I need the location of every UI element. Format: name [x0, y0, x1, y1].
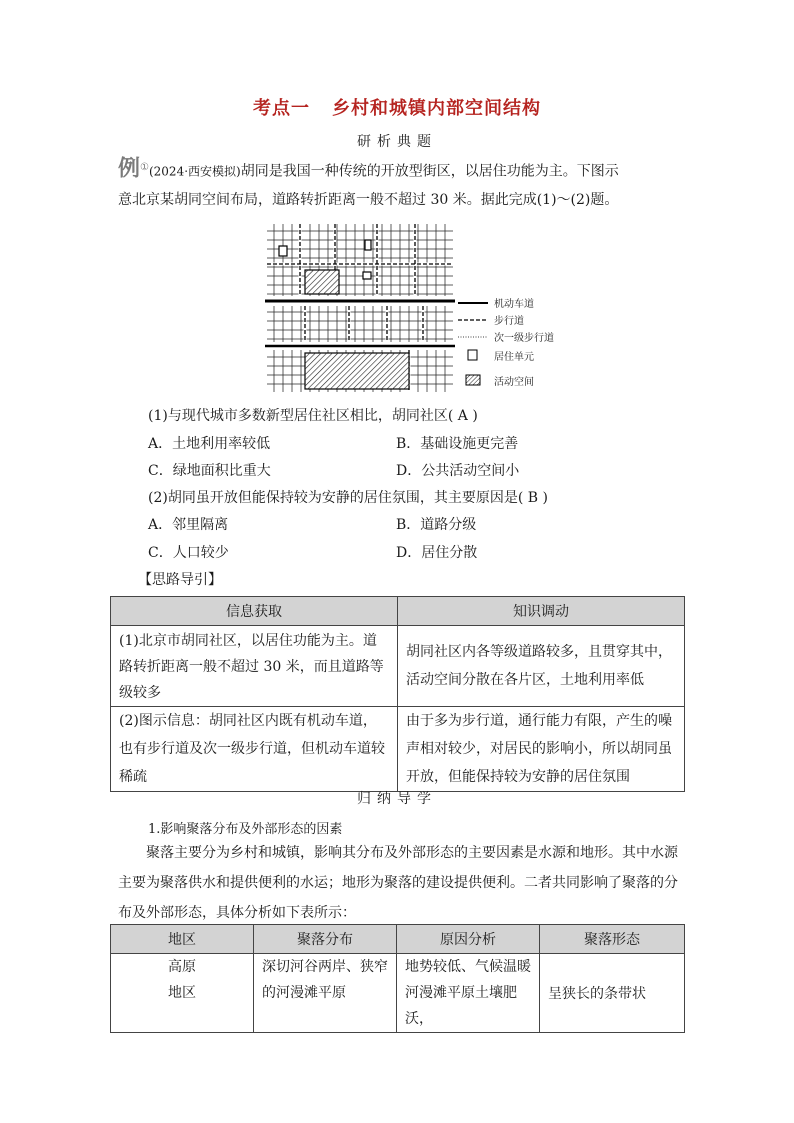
legend-label-residential: 居住单元 [494, 351, 534, 363]
title-part1: 考点一 [253, 98, 310, 119]
legend-item-main-road [458, 294, 578, 311]
example-number: ① [140, 162, 149, 173]
table-row [111, 626, 685, 707]
settle-header-form: 聚落形态 [540, 925, 685, 954]
subtitle: 研析典题 [357, 134, 437, 150]
question-2-text: (2)胡同虽开放但能保持较为安静的居住氛围，其主要原因是 [148, 490, 518, 506]
q1-option-d[interactable]: D．公共活动空间小 [396, 463, 520, 479]
example-source: (2024·西安模拟) [148, 164, 241, 179]
question-1-text: (1)与现代城市多数新型居住社区相比，胡同社区 [148, 408, 448, 424]
settle-cell-reason: 地势较低、气候温暖河漫滩平原土壤肥沃， [397, 954, 540, 1033]
q2-option-c[interactable]: C．人口较少 [148, 545, 229, 561]
legend-item-sub-walk-road [458, 328, 578, 345]
legend-label-sub-walk-road: 次一级步行道 [494, 333, 554, 344]
guide-heading: 【思路导引】 [138, 572, 222, 588]
section-1-paragraph: 聚落主要分为乡村和城镇，影响其分布及外部形态的主要因素是水源和地形。其中水源主要为聚落供水和提供便利的水运；地形为聚落的建设提供便利。二者共同影响了聚落的分布及外部形态，具体分析如下表所示： [118, 845, 678, 921]
legend-label-walk-road: 步行道 [494, 316, 524, 327]
legend-item-walk-road [458, 311, 578, 328]
guide-header-knowledge: 知识调动 [398, 597, 685, 626]
settle-header-distribution: 聚落分布 [254, 925, 397, 954]
question-2-stem [148, 487, 548, 507]
section-title [0, 94, 794, 120]
guide-cell-knowledge-2: 由于多为步行道，通行能力有限，产生的噪声相对较少，对居民的影响小，所以胡同虽开放，但能保持较为安静的居住氛围 [398, 707, 685, 792]
guide-header-info: 信息获取 [111, 597, 398, 626]
settle-region-text: 高原地区 [167, 959, 196, 1001]
question-1-stem [148, 405, 478, 425]
q2-option-a[interactable]: A．邻里隔离 [148, 517, 229, 533]
guide-table-header [111, 597, 685, 626]
example-mark: 例 [118, 156, 141, 182]
legend-label-activity: 活动空间 [494, 376, 534, 388]
hutong-map [265, 222, 455, 394]
section-1-heading: 1.影响聚落分布及外部形态的因素 [148, 822, 343, 837]
induction-heading: 归纳导学 [357, 791, 437, 807]
question-1-answer: ( A ) [447, 408, 478, 424]
legend-label-main-road: 机动车道 [494, 299, 534, 310]
guide-cell-info-1: (1)北京市胡同社区，以居住功能为主。道路转折距离一般不超过 30 米，而且道路等级较多 [111, 626, 398, 707]
table-row [111, 954, 685, 1033]
q1-option-a[interactable]: A．土地利用率较低 [148, 436, 271, 452]
q2-option-d[interactable]: D．居住分散 [396, 545, 478, 561]
settlement-table [110, 924, 685, 1033]
q1-option-b[interactable]: B．基础设施更完善 [396, 436, 519, 452]
settle-cell-region [111, 954, 254, 1033]
settle-cell-form: 呈狭长的条带状 [540, 954, 685, 1033]
q1-option-c[interactable]: C．绿地面积比重大 [148, 463, 271, 479]
guide-cell-knowledge-1: 胡同社区内各等级道路较多，且贯穿其中，活动空间分散在各片区，土地利用率低 [398, 626, 685, 707]
settle-header-region: 地区 [111, 925, 254, 954]
hutong-map-svg [265, 222, 455, 394]
settle-header-reason: 原因分析 [397, 925, 540, 954]
settlement-table-header [111, 925, 685, 954]
map-legend [458, 294, 578, 391]
question-2-answer: ( B ) [517, 490, 548, 506]
guide-cell-info-2: (2)图示信息：胡同社区内既有机动车道，也有步行道及次一级步行道，但机动车道较稀疏 [111, 707, 398, 792]
settle-cell-distribution: 深切河谷两岸、狭窄的河漫滩平原 [254, 954, 397, 1033]
title-part2: 乡村和城镇内部空间结构 [332, 98, 541, 119]
q2-option-b[interactable]: B．道路分级 [396, 517, 477, 533]
guide-table [110, 596, 685, 792]
example-line1: 胡同是我国一种传统的开放型街区，以居住功能为主。下图示 [240, 163, 619, 180]
legend-item-residential [458, 345, 578, 365]
example-intro [118, 152, 688, 216]
legend-item-activity [458, 369, 578, 391]
example-line2: 意北京某胡同空间布局，道路转折距离一般不超过 30 米。据此完成(1)～(2)题。 [118, 192, 619, 208]
table-row [111, 707, 685, 792]
